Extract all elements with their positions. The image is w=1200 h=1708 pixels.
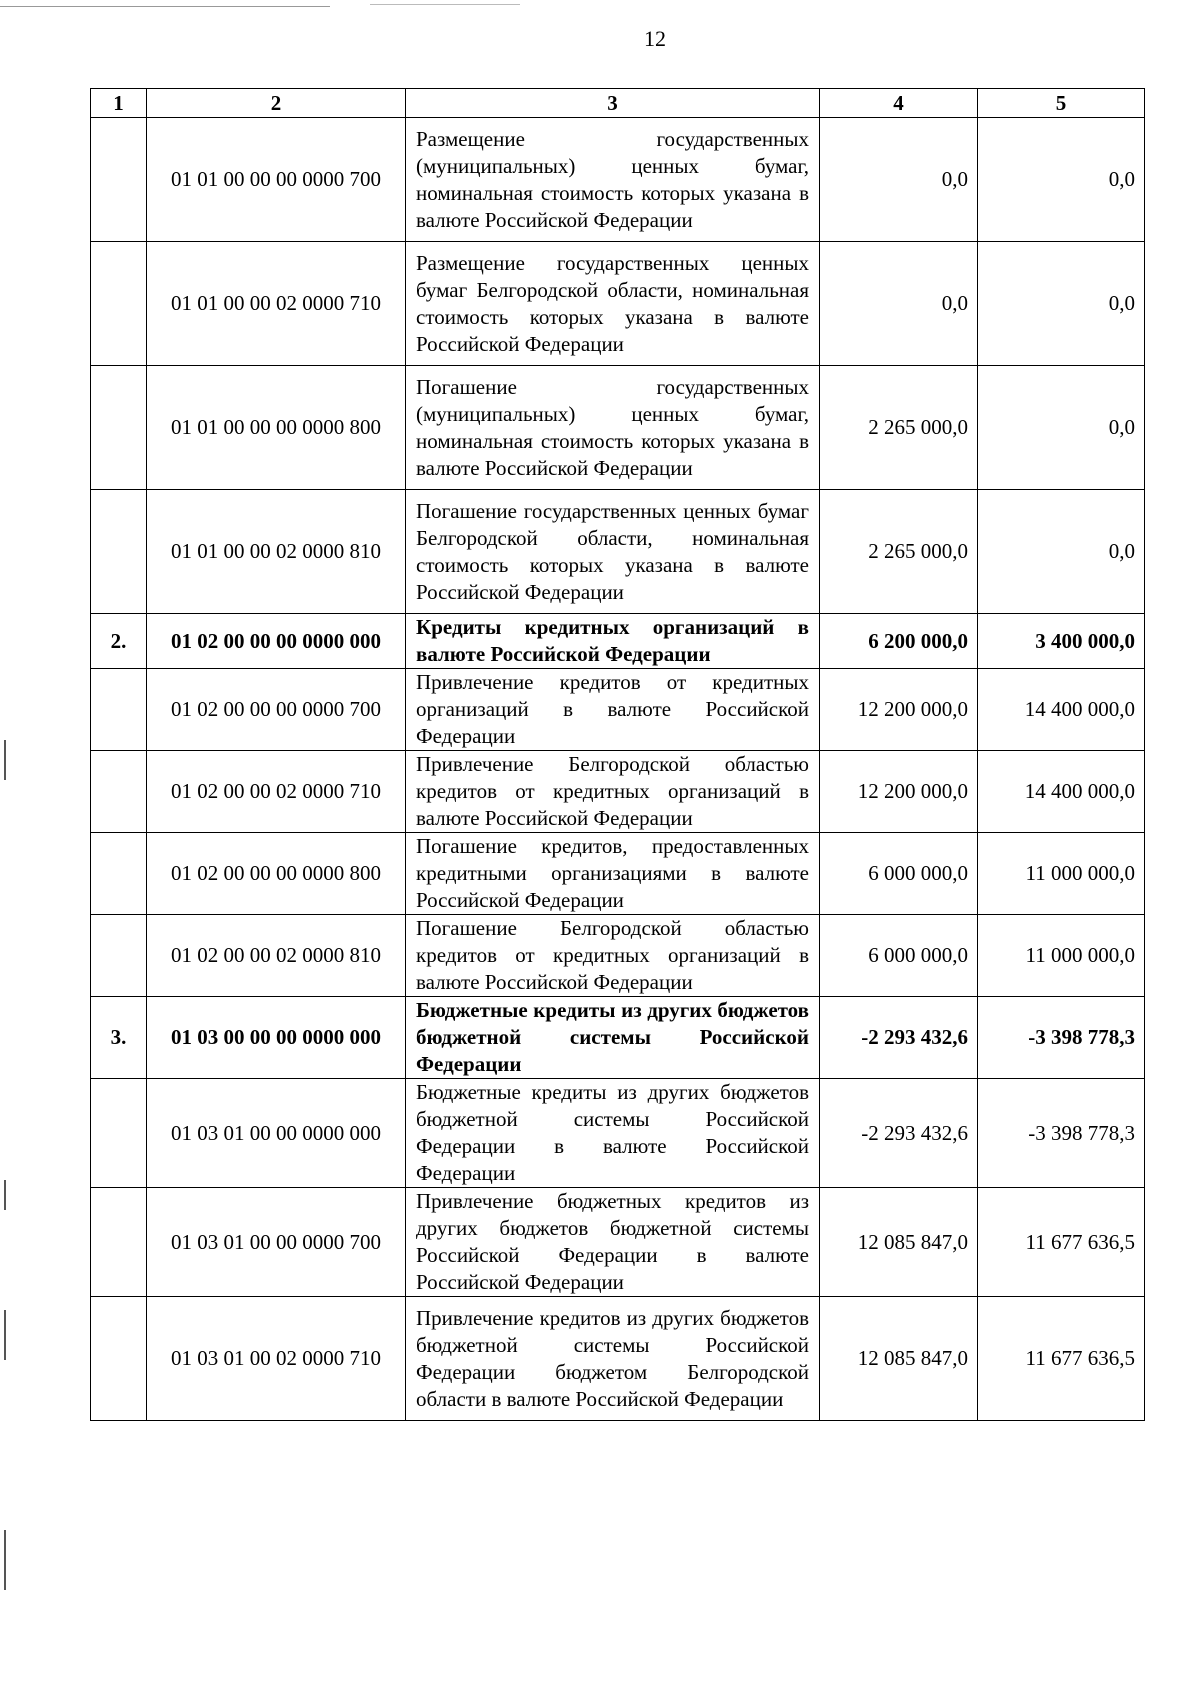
row-number: 3. <box>91 997 147 1079</box>
table-row <box>91 833 1145 915</box>
table-row <box>91 915 1145 997</box>
amount-column-5: 11 000 000,0 <box>978 915 1145 997</box>
budget-code: 01 01 00 00 02 0000 710 <box>147 242 406 366</box>
table-row <box>91 1297 1145 1421</box>
source-name: Погашение кредитов, предоставленных кредитными организациями в валюте Российской Федерации <box>406 833 820 915</box>
table-row <box>91 669 1145 751</box>
source-name: Погашение государственных (муниципальных) ценных бумаг, номинальная стоимость которых указана в валюте Российской Федерации <box>406 366 820 490</box>
amount-column-4: 6 000 000,0 <box>820 833 978 915</box>
amount-column-4: 12 200 000,0 <box>820 669 978 751</box>
budget-code: 01 01 00 00 00 0000 800 <box>147 366 406 490</box>
header-row <box>91 89 1145 118</box>
source-name: Бюджетные кредиты из других бюджетов бюджетной системы Российской Федерации <box>406 997 820 1079</box>
column-header-5: 5 <box>978 89 1145 118</box>
table-row <box>91 1079 1145 1188</box>
amount-column-4: 2 265 000,0 <box>820 490 978 614</box>
budget-code: 01 02 00 00 00 0000 000 <box>147 614 406 669</box>
amount-column-4: 2 265 000,0 <box>820 366 978 490</box>
scan-artifact <box>0 6 330 7</box>
table-row <box>91 366 1145 490</box>
table-row <box>91 751 1145 833</box>
row-number <box>91 118 147 242</box>
table-body <box>91 118 1145 1421</box>
column-header-3: 3 <box>406 89 820 118</box>
amount-column-5: 3 400 000,0 <box>978 614 1145 669</box>
budget-code: 01 03 01 00 00 0000 700 <box>147 1188 406 1297</box>
source-name: Привлечение бюджетных кредитов из других бюджетов бюджетной системы Российской Федерации в валюте Российской Федерации <box>406 1188 820 1297</box>
scan-artifact <box>370 4 520 5</box>
table-row <box>91 242 1145 366</box>
budget-code: 01 02 00 00 00 0000 800 <box>147 833 406 915</box>
amount-column-5: 11 677 636,5 <box>978 1188 1145 1297</box>
amount-column-5: 0,0 <box>978 490 1145 614</box>
budget-code: 01 02 00 00 02 0000 810 <box>147 915 406 997</box>
amount-column-4: 0,0 <box>820 118 978 242</box>
row-number <box>91 1079 147 1188</box>
source-name: Привлечение кредитов из других бюджетов бюджетной системы Российской Федерации бюджетом Белгородской области в валюте Российской Федерации <box>406 1297 820 1421</box>
amount-column-4: 6 200 000,0 <box>820 614 978 669</box>
amount-column-5: 0,0 <box>978 118 1145 242</box>
amount-column-4: 12 085 847,0 <box>820 1188 978 1297</box>
row-number <box>91 366 147 490</box>
amount-column-4: -2 293 432,6 <box>820 1079 978 1188</box>
column-header-1: 1 <box>91 89 147 118</box>
table-row <box>91 490 1145 614</box>
amount-column-5: 11 000 000,0 <box>978 833 1145 915</box>
table-row <box>91 118 1145 242</box>
source-name: Привлечение Белгородской областью кредитов от кредитных организаций в валюте Российской Федерации <box>406 751 820 833</box>
row-number <box>91 242 147 366</box>
source-name: Погашение Белгородской областью кредитов от кредитных организаций в валюте Российской Федерации <box>406 915 820 997</box>
scan-artifact <box>4 740 6 780</box>
table-row <box>91 614 1145 669</box>
table-row <box>91 1188 1145 1297</box>
amount-column-5: 0,0 <box>978 242 1145 366</box>
row-number <box>91 669 147 751</box>
row-number <box>91 915 147 997</box>
scan-artifact <box>4 1180 6 1210</box>
budget-code: 01 02 00 00 02 0000 710 <box>147 751 406 833</box>
amount-column-4: 12 200 000,0 <box>820 751 978 833</box>
amount-column-5: 14 400 000,0 <box>978 669 1145 751</box>
table-row <box>91 997 1145 1079</box>
budget-code: 01 02 00 00 00 0000 700 <box>147 669 406 751</box>
row-number <box>91 1188 147 1297</box>
source-name: Кредиты кредитных организаций в валюте Российской Федерации <box>406 614 820 669</box>
budget-code: 01 03 01 00 00 0000 000 <box>147 1079 406 1188</box>
scan-artifact <box>4 1310 6 1360</box>
sources-of-financing-table <box>90 88 1145 1421</box>
budget-code: 01 03 01 00 02 0000 710 <box>147 1297 406 1421</box>
source-name: Привлечение кредитов от кредитных организаций в валюте Российской Федерации <box>406 669 820 751</box>
row-number <box>91 833 147 915</box>
amount-column-5: 14 400 000,0 <box>978 751 1145 833</box>
row-number: 2. <box>91 614 147 669</box>
page-number: 12 <box>644 26 666 51</box>
budget-code: 01 01 00 00 00 0000 700 <box>147 118 406 242</box>
amount-column-5: 0,0 <box>978 366 1145 490</box>
amount-column-4: -2 293 432,6 <box>820 997 978 1079</box>
amount-column-4: 0,0 <box>820 242 978 366</box>
amount-column-5: 11 677 636,5 <box>978 1297 1145 1421</box>
column-header-2: 2 <box>147 89 406 118</box>
source-name: Размещение государственных ценных бумаг Белгородской области, номинальная стоимость которых указана в валюте Российской Федерации <box>406 242 820 366</box>
amount-column-4: 6 000 000,0 <box>820 915 978 997</box>
row-number <box>91 751 147 833</box>
source-name: Погашение государственных ценных бумаг Белгородской области, номинальная стоимость которых указана в валюте Российской Федерации <box>406 490 820 614</box>
budget-code: 01 01 00 00 02 0000 810 <box>147 490 406 614</box>
row-number <box>91 1297 147 1421</box>
source-name: Размещение государственных (муниципальных) ценных бумаг, номинальная стоимость которых указана в валюте Российской Федерации <box>406 118 820 242</box>
row-number <box>91 490 147 614</box>
amount-column-5: -3 398 778,3 <box>978 997 1145 1079</box>
column-header-4: 4 <box>820 89 978 118</box>
amount-column-4: 12 085 847,0 <box>820 1297 978 1421</box>
source-name: Бюджетные кредиты из других бюджетов бюджетной системы Российской Федерации в валюте Российской Федерации <box>406 1079 820 1188</box>
budget-code: 01 03 00 00 00 0000 000 <box>147 997 406 1079</box>
amount-column-5: -3 398 778,3 <box>978 1079 1145 1188</box>
scan-artifact <box>4 1530 6 1590</box>
